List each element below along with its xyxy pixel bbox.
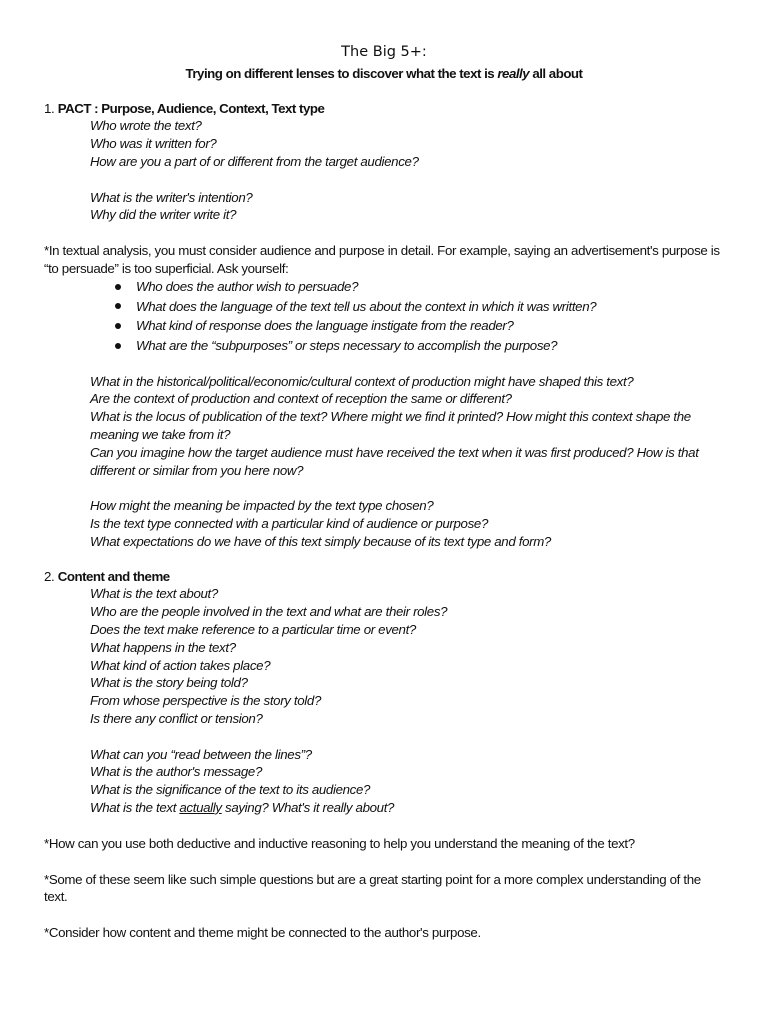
question: Who are the people involved in the text and what are their roles? xyxy=(90,604,448,620)
bullet-item: What does the language of the text tell us about the context in which it was written? xyxy=(136,297,724,315)
question: What is the story being told? xyxy=(90,675,248,691)
question: Is there any conflict or tension? xyxy=(90,710,263,726)
question: Does the text make reference to a particular time or event? xyxy=(90,622,416,637)
question: Why did the writer write it? xyxy=(90,207,237,223)
bullet-list xyxy=(44,278,724,355)
reasoning-note: *How can you use both deductive and inductive reasoning to help you understand the meaning of the text? xyxy=(44,835,635,851)
spacer xyxy=(90,728,724,746)
question: Who wrote the text? xyxy=(90,118,202,134)
question: What happens in the text? xyxy=(90,639,236,655)
question: How might the meaning be impacted by the text type chosen? xyxy=(90,498,434,514)
question: What is the writer's intention? xyxy=(90,189,253,205)
question: What is the locus of publication of the text? Where might we find it printed? How might this context shape the meaning we take from it? xyxy=(90,409,691,443)
section-title: PACT : Purpose, Audience, Context, Text type xyxy=(57,100,325,116)
subtitle-emphasis: really xyxy=(497,65,530,81)
question-list xyxy=(44,585,724,816)
question: What in the historical/political/economic/cultural context of production might have shaped this text? xyxy=(90,373,634,389)
bullet-item: What are the “subpurposes” or steps necessary to accomplish the purpose? xyxy=(136,337,724,355)
question: What is the author's message? xyxy=(90,764,262,780)
question: What is the text about? xyxy=(90,586,218,602)
question: What can you “read between the lines”? xyxy=(90,746,312,762)
question: Who was it written for? xyxy=(90,136,217,152)
purpose-note: *Consider how content and theme might be connected to the author's purpose. xyxy=(44,925,481,941)
question: Can you imagine how the target audience must have received the text when it was first produced? How is that different or similar from you here now? xyxy=(90,444,699,478)
question: How are you a part of or different from the target audience? xyxy=(90,153,419,169)
underlined-word: actually xyxy=(179,799,222,815)
question-list xyxy=(44,117,724,224)
bullet-item: What kind of response does the language instigate from the reader? xyxy=(136,317,724,335)
question: What expectations do we have of this text simply because of its text type and form? xyxy=(90,533,551,549)
question: Are the context of production and context of reception the same or different? xyxy=(90,391,512,407)
question: Is the text type connected with a particular kind of audience or purpose? xyxy=(90,516,488,532)
document-title: The Big 5+: xyxy=(341,44,427,60)
spacer xyxy=(90,171,724,189)
section-2-heading xyxy=(44,568,724,586)
section-title: Content and theme xyxy=(57,568,170,584)
simple-questions-note: *Some of these seem like such simple questions but are a great starting point for a more complex understanding of the text. xyxy=(44,871,701,905)
bullet-item: Who does the author wish to persuade? xyxy=(136,278,724,296)
question: What kind of action takes place? xyxy=(90,657,271,673)
section-1-heading xyxy=(44,100,724,118)
question: From whose perspective is the story told? xyxy=(90,693,322,709)
question-list xyxy=(44,373,724,551)
question: What is the significance of the text to its audience? xyxy=(90,782,371,798)
spacer xyxy=(90,479,724,497)
section-number: 2. xyxy=(44,568,55,584)
section-number: 1. xyxy=(44,100,55,116)
document-subtitle: Trying on different lenses to discover what the text is really all about xyxy=(185,65,583,81)
question: What is the text actually saying? What's it really about? xyxy=(90,799,395,815)
analysis-note: *In textual analysis, you must consider audience and purpose in detail. For example, saying an advertisement's purpose is “to persuade” is too superficial. Ask yourself: xyxy=(44,243,720,276)
